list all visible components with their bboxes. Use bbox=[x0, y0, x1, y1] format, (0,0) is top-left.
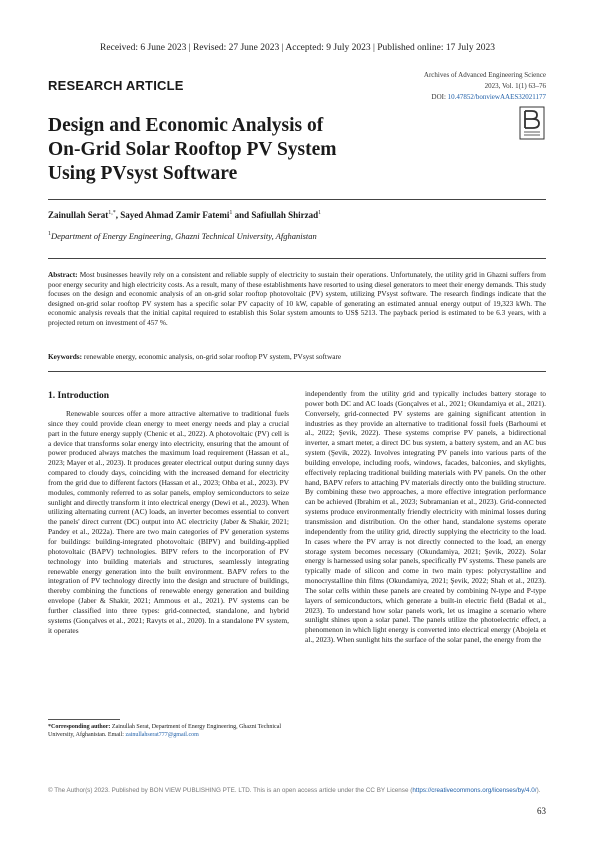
license-statement bbox=[48, 787, 546, 795]
affiliation bbox=[48, 231, 317, 241]
title-line-2: On-Grid Solar Rooftop PV System bbox=[48, 139, 337, 160]
footnote-text: Zainullah Serat, Department of Energy Engineering, Ghazni Technical University, Afghanistan. Email: bbox=[48, 724, 282, 738]
license-text: © The Author(s) 2023. Published by BON VIEW PUBLISHING PTE. LTD. This is an open access article under the CC BY License ( bbox=[48, 787, 413, 794]
title-line-1: Design and Economic Analysis of bbox=[48, 115, 324, 136]
author-3-sup: 1 bbox=[318, 210, 322, 216]
footnote-label: *Corresponding author: bbox=[48, 724, 111, 730]
author-2: Sayed Ahmad Zamir Fatemi bbox=[120, 210, 230, 220]
license-link[interactable]: https://creativecommons.org/licenses/by/4.0/ bbox=[412, 787, 537, 794]
bonview-logo-icon bbox=[519, 106, 545, 140]
body-text-left: Renewable sources offer a more attractive alternative to traditional fuels since they could provide clean energy to meet energy needs and play a crucial part in the future energy supply (Chenic et al., 2022). A photovoltaic (PV) cell is a device that transforms solar energy into electricity, ensuring that the amount of power produced always matches the maximum load requirement (Hassan et al., 2023; Mayer et al., 2023). It produces greater electrical output during sunny days compared to cloudy days, coinciding with the increased demand for electricity from the grid due to different factors (Hassan et al., 2023; Ohba et al., 2023). PV modules, commonly referred to as solar panels, employ semiconductors to seize sunlight and directly transform it into electrical energy (Dewi et al., 2023). When utilizing alternating current (AC) loads, an inverter becomes essential to convert the panels' direct current (DC) output into AC electricity (Jaber & Shakir, 2021; Pandey et al., 2022a). There are two main categories of PV generation systems for buildings: building-integrated photovoltaic (BIPV) and building-applied photovoltaic (BAPV) technologies. BIPV refers to the incorporation of PV technology into building materials and structures, seamlessly integrating renewable energy generation into the built environment. BAPV refers to the integration of PV technology directly into the design and structure of buildings, thereby combining the functions of renewable energy generation and building envelope (Jaber & Shakir, 2021; Ammous et al., 2021). PV systems can be further classified into three types: grid-connected, standalone, and hybrid systems (Gonçalves et al., 2021; Ravyts et al., 2020). In a standalone PV system, it operates bbox=[48, 409, 289, 635]
publication-dates: Received: 6 June 2023 | Revised: 27 June 2023 | Accepted: 9 July 2023 | Published online: 17 July 2023 bbox=[100, 43, 495, 53]
keywords bbox=[48, 352, 546, 361]
page-number: 63 bbox=[537, 806, 546, 816]
title-line-3: Using PVsyst Software bbox=[48, 163, 238, 184]
body-column-left bbox=[48, 409, 289, 635]
footnote-rule bbox=[48, 719, 120, 720]
body-column-right bbox=[305, 389, 546, 645]
doi-line bbox=[330, 92, 546, 103]
abstract-label: Abstract: bbox=[48, 270, 78, 279]
abstract-rule-bottom bbox=[48, 371, 546, 372]
section-heading: 1. Introduction bbox=[48, 391, 110, 401]
doi-link[interactable]: 10.47852/bonviewAAES32021177 bbox=[447, 93, 546, 101]
affiliation-sup: 1 bbox=[48, 231, 51, 238]
keywords-text: renewable energy, economic analysis, on-grid solar rooftop PV system, PVsyst software bbox=[82, 352, 342, 361]
author-2-sup: 1 bbox=[229, 210, 233, 216]
abstract-text: Most businesses heavily rely on a consistent and reliable supply of electricity to sustain their operations. Unfortunately, the utility grid in Ghazni suffers from poor energy security and high electricity costs. As a result, many of these establishments have resorted to using diesel generators to meet their energy demands. This study focuses on the design and economic analysis of an on-grid solar rooftop photovoltaic (PV) system, utilizing PVsyst software. The research findings indicate that the designed on-grid solar rooftop PV system has a specific solar PV capacity of 10 kW, capable of generating an estimated annual energy output of 19,323 kWh. The economic analysis reveals that the initial capital required to establish this Solar system amounts to US$ 5213. The payback period is estimated to be 6.3 years, with a projected return on investment of 457 %. bbox=[48, 270, 546, 327]
author-list bbox=[48, 210, 321, 220]
doi-prefix: DOI: bbox=[431, 93, 448, 101]
affiliation-text: Department of Energy Engineering, Ghazni Technical University, Afghanistan bbox=[51, 231, 317, 241]
corresponding-author-footnote bbox=[48, 723, 289, 739]
article-title bbox=[48, 114, 378, 186]
abstract bbox=[48, 270, 546, 328]
journal-volume: 2023, Vol. 1(1) 63–76 bbox=[484, 82, 546, 90]
license-end: ). bbox=[536, 787, 541, 794]
top-rule bbox=[48, 199, 546, 200]
abstract-rule-top bbox=[48, 258, 546, 259]
author-separator: , bbox=[115, 210, 121, 220]
journal-info bbox=[330, 70, 546, 103]
author-1: Zainullah Serat bbox=[48, 210, 109, 220]
body-text-right: independently from the utility grid and typically includes battery storage to power both DC and AC loads (Gonçalves et al., 2021; Okundamiya et al., 2021). Conversely, grid-connected PV systems are gaining significant attention in industries as they provide an alternative to traditional fossil fuels (Barhoumi et al., 2022; Şevik, 2022). These systems comprise PV panels, a bidirectional inverter, a smart meter, a direct DC bus system, a battery system, and an AC bus system (Şevik, 2022). Involves integrating PV panels into various parts of the building envelope, including roofs, windows, facades, balconies, and skylights, effectively replacing traditional building materials with PV panels. On the other hand, BAPV refers to attaching PV materials directly onto the building structure. By combining these two approaches, a more effective integration performance can be achieved (Ibrahim et al., 2023; Subramanian et al., 2023). Grid-connected systems produce environmentally friendly electricity with minimal losses during transmission and distribution. On the other hand, standalone systems operate independently from the utility grid, directly supplying the electricity to the load. In cases where the PV array is not directly connected to the load, an energy storage system becomes necessary (Okundamiya, 2021; Şevik, 2022). Solar energy is harnessed using solar panels, specifically PV systems. These panels are typically made of silicon and come in two main types: polycrystalline and monocrystalline thin films (Okundamiya, 2021; Şevik, 2022; Shah et al., 2023). The solar cells within these panels are created by combining N-type and P-type layers of semiconductors, which generate a built-in electric field (Badal et al., 2023). To understand how solar panels work, let us imagine a scenario where sunlight shines upon a solar panel. The panels utilize the photoelectric effect, a phenomenon in which light energy is converted into electrical energy (Abojela et al., 2023). When sunlight hits the surface of the solar panel, the energy from the bbox=[305, 389, 546, 645]
author-email-link[interactable]: zainullahserat777@gmail.com bbox=[125, 732, 199, 738]
keywords-label: Keywords: bbox=[48, 352, 83, 361]
journal-name: Archives of Advanced Engineering Science bbox=[423, 71, 546, 79]
article-type: RESEARCH ARTICLE bbox=[48, 78, 184, 93]
author-3: Safiullah Shirzad bbox=[251, 210, 319, 220]
author-1-sup: 1,* bbox=[108, 210, 116, 216]
author-separator: and bbox=[232, 210, 252, 220]
